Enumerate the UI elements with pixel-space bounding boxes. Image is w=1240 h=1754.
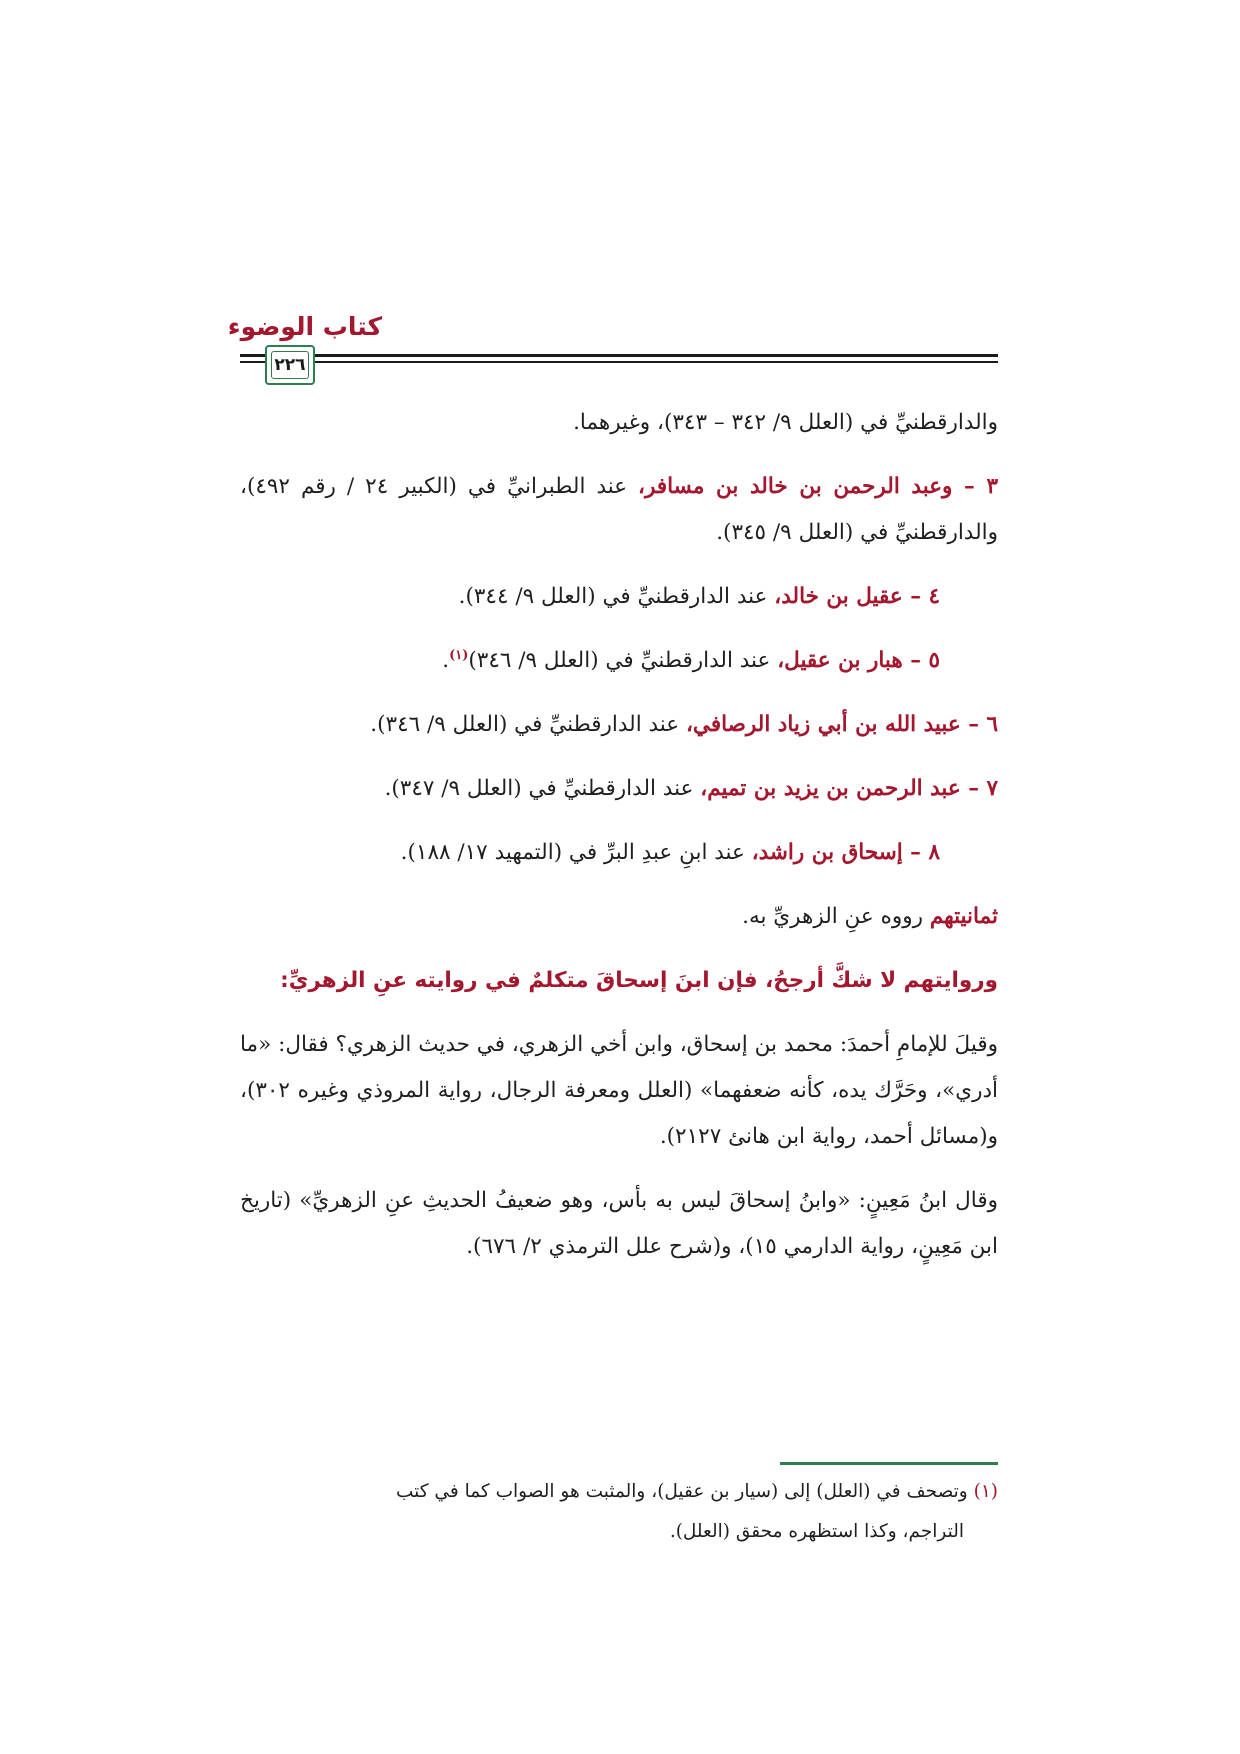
list-item-3 (240, 464, 998, 556)
paragraph-ibn-maeen: وقال ابنُ مَعِينٍ: «وابنُ إسحاقَ ليس به بأس، وهو ضعيفُ الحديثِ عنِ الزهريِّ» (تاريخ ابن مَعِينٍ، رواية الدارمي ١٥)، و(شرح علل الترمذي ٢/ ٦٧٦). (240, 1188, 998, 1259)
footnote-separator (780, 1462, 998, 1465)
narrator-name: ٧ – عبد الرحمن بن يزيد بن تميم، (700, 776, 998, 801)
narrator-name: ٣ – وعبد الرحمن بن خالد بن مسافر، (638, 474, 999, 499)
list-item-4 (240, 574, 998, 620)
footnote (240, 1472, 998, 1552)
continued-line: والدارقطنيِّ في (العلل ٩/ ٣٤٢ – ٣٤٣)، وغيرهما. (573, 410, 998, 435)
sentence-end: . (442, 648, 450, 673)
header-rule-bottom (240, 361, 998, 363)
list-item-7 (240, 766, 998, 812)
source-text: عند الدارقطنيِّ في (العلل ٩/ ٣٤٦). (370, 712, 686, 737)
source-text: عند الدارقطنيِّ في (العلل ٩/ ٣٤٤). (458, 584, 775, 609)
page-number-frame (265, 345, 315, 385)
list-item-8 (240, 830, 998, 876)
book-title: كتاب الوضوء (227, 312, 382, 341)
page-header (0, 0, 1240, 400)
summary-line (240, 894, 998, 940)
paragraph-ahmad: وقيلَ للإمامِ أحمدَ: محمد بن إسحاق، وابن أخي الزهري، في حديث الزهري؟ فقال: «ما أدري»، وحَرَّك يده، كأنه ضعفهما» (العلل ومعرفة الرجال، رواية المروذي وغيره ٣٠٢)، و(مسائل أحمد، رواية ابن هانئ ٢١٢٧). (240, 1032, 998, 1149)
main-text (240, 400, 998, 1288)
footnote-marker: (١) (449, 647, 469, 663)
footnote-line-1 (240, 1472, 998, 1512)
list-item-6 (240, 702, 998, 748)
page-number: ٢٢٦ (271, 351, 309, 379)
summary-text: رووه عنِ الزهريِّ به. (742, 904, 930, 929)
footnote-text: وتصحف في (العلل) إلى (سيار بن عقيل)، والمثبت هو الصواب كما في كتب (396, 1481, 974, 1502)
list-item-5 (240, 638, 998, 684)
source-text: عند ابنِ عبدِ البرِّ في (التمهيد ١٧/ ١٨٨). (400, 840, 752, 865)
source-text: عند الدارقطنيِّ في (العلل ٩/ ٣٤٧). (384, 776, 701, 801)
section-heading: وروايتهم لا شكَّ أرجحُ، فإن ابنَ إسحاقَ متكلمٌ في روايته عنِ الزهريِّ: (280, 968, 998, 993)
footnote-line-2: التراجم، وكذا استظهره محقق (العلل). (669, 1521, 964, 1542)
narrator-name: ٤ – عقيل بن خالد، (774, 584, 940, 609)
narrator-name: ٦ – عبيد الله بن أبي زياد الرصافي، (685, 712, 998, 737)
summary-keyword: ثمانيتهم (929, 904, 998, 929)
source-text: عند الطبرانيِّ في (الكبير ٢٤ / رقم ٤٩٢)، والدارقطنيِّ في (العلل ٩/ ٣٤٥). (240, 474, 998, 545)
header-rule-top (240, 354, 998, 357)
footnote-number: (١) (973, 1481, 998, 1502)
narrator-name: ٨ – إسحاق بن راشد، (751, 840, 940, 865)
narrator-name: ٥ – هبار بن عقيل، (777, 648, 940, 673)
source-text: عند الدارقطنيِّ في (العلل ٩/ ٣٤٦) (468, 648, 778, 673)
